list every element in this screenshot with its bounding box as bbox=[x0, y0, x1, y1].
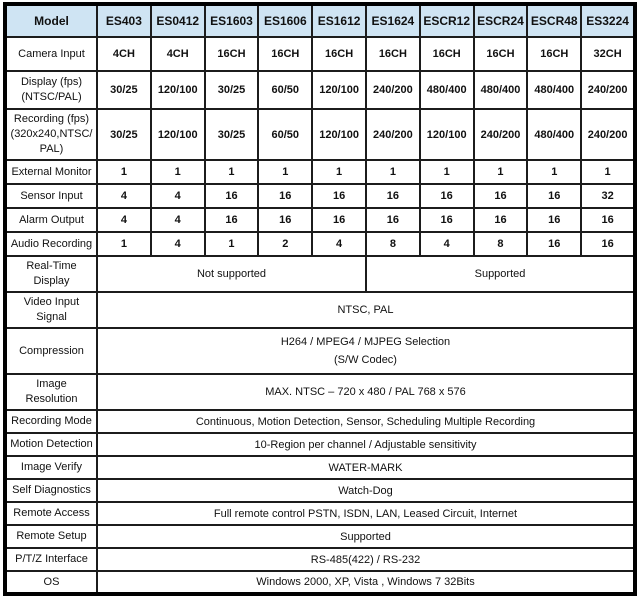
spec-table bbox=[3, 2, 637, 596]
spec-value-cell bbox=[151, 232, 205, 256]
spec-span-cell bbox=[97, 571, 635, 594]
spec-value-cell bbox=[258, 160, 312, 184]
model-column-header: ES1612 bbox=[312, 4, 366, 37]
spec-value-cell bbox=[258, 109, 312, 160]
spec-value-cell bbox=[258, 232, 312, 256]
cell-text-line: 16 bbox=[332, 214, 346, 226]
spec-value-cell bbox=[527, 184, 581, 208]
spec-row-label-line: PAL) bbox=[39, 143, 64, 155]
cell-text-line: 8 bbox=[497, 238, 504, 250]
spec-row bbox=[5, 374, 635, 410]
spec-value-cell bbox=[205, 37, 259, 71]
spec-row-label bbox=[5, 232, 97, 256]
cell-text-line: 120/100 bbox=[157, 84, 198, 96]
cell-text-line: Continuous, Motion Detection, Sensor, Scheduling Multiple Recording bbox=[195, 415, 536, 428]
cell-text-line: 4 bbox=[336, 238, 343, 250]
spec-row-label bbox=[5, 548, 97, 571]
spec-value-cell bbox=[474, 184, 528, 208]
cell-text-line: 16 bbox=[548, 214, 561, 226]
cell-text-line: 16 bbox=[548, 190, 561, 202]
cell-text-line: 16 bbox=[601, 214, 614, 226]
spec-row-label bbox=[5, 184, 97, 208]
spec-row bbox=[5, 571, 635, 594]
spec-row-label bbox=[5, 37, 97, 71]
spec-value-cell bbox=[474, 160, 528, 184]
spec-span-cell bbox=[97, 256, 366, 292]
cell-text-line: 240/200 bbox=[373, 128, 413, 141]
cell-text-line: 16CH bbox=[325, 48, 354, 60]
cell-text-line: 480/400 bbox=[426, 84, 467, 96]
spec-value-cell bbox=[258, 208, 312, 232]
spec-table-head bbox=[5, 4, 635, 37]
spec-value-cell bbox=[258, 37, 312, 71]
cell-text-line: 1 bbox=[228, 166, 235, 178]
spec-value-cell bbox=[366, 232, 420, 256]
spec-value-cell bbox=[474, 37, 528, 71]
cell-text-line: Windows 2000, XP, Vista , Windows 7 32Bits bbox=[256, 576, 475, 588]
cell-text-line: 16 bbox=[386, 214, 399, 226]
cell-text-line: 1 bbox=[336, 166, 343, 178]
cell-text-line: 480/400 bbox=[534, 84, 575, 96]
cell-text-line: 1 bbox=[497, 166, 504, 178]
spec-row-label bbox=[5, 525, 97, 548]
spec-value-cell bbox=[205, 184, 259, 208]
spec-value-cell bbox=[420, 232, 474, 256]
spec-row bbox=[5, 109, 635, 160]
spec-value-cell bbox=[151, 37, 205, 71]
spec-value-cell bbox=[420, 37, 474, 71]
spec-row-label bbox=[5, 410, 97, 433]
spec-row-label-line: (320x240,NTSC/ bbox=[10, 128, 93, 140]
cell-text-line: 480/400 bbox=[534, 128, 575, 141]
cell-text-line: 120/100 bbox=[319, 128, 359, 141]
spec-row bbox=[5, 502, 635, 525]
spec-row bbox=[5, 208, 635, 232]
spec-value-cell bbox=[205, 232, 259, 256]
spec-row-label-line: Motion Detection bbox=[10, 438, 93, 450]
spec-row-label bbox=[5, 292, 97, 328]
cell-text-line: 30/25 bbox=[217, 128, 246, 141]
cell-text-line: 16 bbox=[440, 214, 453, 226]
spec-row bbox=[5, 232, 635, 256]
spec-row-label-line: Real-Time bbox=[26, 260, 77, 272]
spec-row bbox=[5, 433, 635, 456]
spec-value-cell bbox=[97, 109, 151, 160]
spec-value-cell bbox=[366, 71, 420, 109]
spec-value-cell bbox=[366, 109, 420, 160]
cell-text-line: 480/400 bbox=[480, 84, 521, 96]
spec-value-cell bbox=[97, 208, 151, 232]
spec-span-cell bbox=[97, 479, 635, 502]
spec-value-cell bbox=[527, 109, 581, 160]
spec-row bbox=[5, 37, 635, 71]
spec-row-label bbox=[5, 456, 97, 479]
spec-value-cell bbox=[581, 109, 635, 160]
cell-text-line: Full remote control PSTN, ISDN, LAN, Leased Circuit, Internet bbox=[213, 507, 518, 520]
spec-value-cell bbox=[474, 232, 528, 256]
spec-value-cell bbox=[527, 71, 581, 109]
spec-span-cell bbox=[366, 256, 635, 292]
model-column-header: ESCR24 bbox=[474, 4, 528, 37]
spec-value-cell bbox=[312, 109, 366, 160]
cell-text-line: 240/200 bbox=[587, 128, 628, 141]
spec-value-cell bbox=[474, 109, 528, 160]
spec-value-cell bbox=[312, 37, 366, 71]
spec-row-label bbox=[5, 571, 97, 594]
spec-value-cell bbox=[151, 160, 205, 184]
model-header-row bbox=[5, 4, 635, 37]
cell-text-line: 16 bbox=[225, 190, 238, 202]
cell-text-line: 16 bbox=[279, 190, 292, 202]
cell-text-line: 1 bbox=[443, 166, 450, 178]
spec-row-label-line: Video Input bbox=[23, 296, 80, 308]
spec-value-cell bbox=[366, 184, 420, 208]
spec-row-label bbox=[5, 208, 97, 232]
cell-text-line: H264 / MPEG4 / MJPEG Selection bbox=[280, 336, 451, 348]
cell-text-line: 4CH bbox=[112, 48, 135, 60]
cell-text-line: 1 bbox=[389, 166, 396, 178]
cell-text-line: Supported bbox=[474, 268, 526, 280]
model-column-header: ESCR48 bbox=[527, 4, 581, 37]
spec-value-cell bbox=[474, 208, 528, 232]
spec-value-cell bbox=[366, 208, 420, 232]
model-header-label: Model bbox=[5, 4, 97, 37]
cell-text-line: 16 bbox=[601, 238, 614, 250]
model-column-header: ES1603 bbox=[205, 4, 259, 37]
spec-row-label bbox=[5, 374, 97, 410]
spec-row-label-line: Image Verify bbox=[20, 461, 83, 473]
spec-row bbox=[5, 184, 635, 208]
spec-value-cell bbox=[581, 37, 635, 71]
spec-row-label bbox=[5, 71, 97, 109]
spec-row-label-line: OS bbox=[43, 575, 60, 588]
spec-value-cell bbox=[366, 160, 420, 184]
cell-text-line: 4 bbox=[174, 214, 181, 226]
cell-text-line: 60/50 bbox=[271, 84, 300, 96]
cell-text-line: 16CH bbox=[217, 48, 246, 60]
cell-text-line: 1 bbox=[551, 166, 558, 178]
spec-value-cell bbox=[151, 109, 205, 160]
spec-row-label bbox=[5, 160, 97, 184]
cell-text-line: 4CH bbox=[166, 48, 189, 60]
spec-span-cell bbox=[97, 410, 635, 433]
spec-value-cell bbox=[205, 160, 259, 184]
spec-value-cell bbox=[581, 160, 635, 184]
cell-text-line: 16 bbox=[494, 190, 507, 202]
spec-value-cell bbox=[366, 37, 420, 71]
spec-value-cell bbox=[151, 208, 205, 232]
cell-text-line: 32CH bbox=[593, 48, 622, 60]
spec-value-cell bbox=[312, 184, 366, 208]
spec-value-cell bbox=[97, 37, 151, 71]
spec-row-label-line: Alarm Output bbox=[19, 213, 84, 226]
cell-text-line: 1 bbox=[120, 166, 127, 178]
cell-text-line: MAX. NTSC – 720 x 480 / PAL 768 x 576 bbox=[265, 386, 466, 398]
spec-value-cell bbox=[205, 71, 259, 109]
spec-span-cell bbox=[97, 525, 635, 548]
spec-value-cell bbox=[312, 232, 366, 256]
spec-value-cell bbox=[151, 71, 205, 109]
spec-value-cell bbox=[312, 208, 366, 232]
cell-text-line: 30/25 bbox=[217, 84, 246, 96]
spec-value-cell bbox=[205, 109, 259, 160]
spec-value-cell bbox=[420, 71, 474, 109]
spec-span-cell bbox=[97, 548, 635, 571]
spec-value-cell bbox=[312, 71, 366, 109]
spec-table-body bbox=[5, 37, 635, 594]
spec-row bbox=[5, 256, 635, 292]
spec-row bbox=[5, 479, 635, 502]
cell-text-line: NTSC, PAL bbox=[337, 304, 394, 316]
cell-text-line: 16 bbox=[279, 214, 292, 226]
spec-value-cell bbox=[527, 232, 581, 256]
spec-row-label-line: Compression bbox=[19, 344, 84, 357]
spec-row bbox=[5, 525, 635, 548]
cell-text-line: Watch-Dog bbox=[338, 484, 393, 497]
spec-row-label-line: Camera Input bbox=[18, 47, 85, 60]
spec-value-cell bbox=[97, 160, 151, 184]
spec-value-cell bbox=[205, 208, 259, 232]
cell-text-line: 8 bbox=[389, 238, 396, 250]
spec-span-cell bbox=[97, 374, 635, 410]
spec-row-label-line: (NTSC/PAL) bbox=[21, 91, 82, 103]
model-column-header: ES1624 bbox=[366, 4, 420, 37]
spec-row-label-line: Audio Recording bbox=[10, 237, 93, 250]
spec-row-label-line: Remote Setup bbox=[16, 530, 87, 542]
cell-text-line: Supported bbox=[340, 530, 391, 543]
spec-row bbox=[5, 410, 635, 433]
cell-text-line: 120/100 bbox=[319, 84, 359, 96]
spec-row-label bbox=[5, 109, 97, 160]
spec-row-label bbox=[5, 256, 97, 292]
spec-row-label-line: P/T/Z Interface bbox=[15, 553, 88, 565]
spec-row-label bbox=[5, 502, 97, 525]
cell-text-line: 16 bbox=[440, 190, 453, 202]
spec-value-cell bbox=[420, 184, 474, 208]
spec-value-cell bbox=[258, 184, 312, 208]
spec-value-cell bbox=[97, 71, 151, 109]
cell-text-line: 120/100 bbox=[426, 128, 467, 141]
cell-text-line: 16CH bbox=[432, 48, 461, 60]
cell-text-line: 16 bbox=[386, 190, 399, 202]
cell-text-line: 2 bbox=[282, 238, 289, 250]
spec-row-label-line: Sensor Input bbox=[20, 189, 83, 202]
model-column-header: ES1606 bbox=[258, 4, 312, 37]
spec-row-label-line: Self Diagnostics bbox=[12, 484, 91, 496]
cell-text-line: 16 bbox=[225, 214, 238, 226]
cell-text-line: 16CH bbox=[540, 48, 569, 60]
cell-text-line: WATER-MARK bbox=[328, 461, 403, 474]
spec-value-cell bbox=[420, 208, 474, 232]
spec-value-cell bbox=[97, 184, 151, 208]
spec-span-cell bbox=[97, 433, 635, 456]
spec-value-cell bbox=[420, 109, 474, 160]
spec-row-label-line: Display (fps) bbox=[20, 76, 83, 88]
cell-text-line: 16CH bbox=[271, 48, 300, 60]
spec-row-label bbox=[5, 479, 97, 502]
cell-text-line: 4 bbox=[120, 214, 127, 226]
model-column-header: ESCR12 bbox=[420, 4, 474, 37]
cell-text-line: 60/50 bbox=[271, 128, 300, 141]
spec-value-cell bbox=[312, 160, 366, 184]
spec-row-label-line: Resolution bbox=[25, 393, 78, 405]
model-column-header: ES0412 bbox=[151, 4, 205, 37]
spec-row bbox=[5, 328, 635, 374]
cell-text-line: 1 bbox=[228, 238, 235, 250]
spec-value-cell bbox=[527, 37, 581, 71]
spec-value-cell bbox=[581, 184, 635, 208]
cell-text-line: (S/W Codec) bbox=[334, 354, 397, 366]
spec-span-cell bbox=[97, 292, 635, 328]
spec-row-label-line: External Monitor bbox=[11, 165, 92, 178]
spec-row-label-line: Display bbox=[33, 275, 70, 287]
spec-value-cell bbox=[527, 160, 581, 184]
cell-text-line: 16 bbox=[332, 190, 346, 202]
cell-text-line: 16CH bbox=[378, 48, 407, 60]
spec-row bbox=[5, 292, 635, 328]
spec-value-cell bbox=[420, 160, 474, 184]
cell-text-line: 4 bbox=[443, 238, 450, 250]
spec-row-label bbox=[5, 328, 97, 374]
spec-row bbox=[5, 160, 635, 184]
cell-text-line: 240/200 bbox=[373, 84, 413, 96]
cell-text-line: 10-Region per channel / Adjustable sensitivity bbox=[254, 438, 477, 451]
cell-text-line: 1 bbox=[120, 238, 127, 250]
cell-text-line: 16 bbox=[548, 238, 561, 250]
cell-text-line: 4 bbox=[174, 190, 181, 202]
cell-text-line: Not supported bbox=[196, 268, 267, 280]
spec-row-label-line: Remote Access bbox=[13, 507, 90, 519]
spec-row-label-line: Signal bbox=[36, 311, 67, 323]
spec-value-cell bbox=[527, 208, 581, 232]
spec-value-cell bbox=[581, 71, 635, 109]
cell-text-line: 4 bbox=[174, 238, 181, 250]
spec-value-cell bbox=[474, 71, 528, 109]
spec-row-label bbox=[5, 433, 97, 456]
spec-span-cell bbox=[97, 328, 635, 374]
spec-row bbox=[5, 548, 635, 571]
cell-text-line: RS-485(422) / RS-232 bbox=[310, 553, 421, 566]
cell-text-line: 1 bbox=[174, 166, 181, 178]
spec-row-label-line: Recording (fps) bbox=[13, 113, 90, 125]
model-column-header: ES403 bbox=[97, 4, 151, 37]
cell-text-line: 4 bbox=[120, 190, 127, 202]
cell-text-line: 16CH bbox=[486, 48, 515, 60]
cell-text-line: 1 bbox=[604, 166, 611, 178]
spec-span-cell bbox=[97, 456, 635, 479]
cell-text-line: 32 bbox=[601, 190, 614, 202]
spec-span-cell bbox=[97, 502, 635, 525]
cell-text-line: 120/100 bbox=[157, 128, 198, 141]
cell-text-line: 240/200 bbox=[480, 128, 521, 141]
spec-row bbox=[5, 456, 635, 479]
cell-text-line: 16 bbox=[494, 214, 507, 226]
cell-text-line: 240/200 bbox=[587, 84, 628, 96]
cell-text-line: 30/25 bbox=[110, 84, 138, 96]
cell-text-line: 30/25 bbox=[110, 128, 138, 141]
spec-value-cell bbox=[97, 232, 151, 256]
spec-value-cell bbox=[258, 71, 312, 109]
spec-value-cell bbox=[581, 232, 635, 256]
spec-value-cell bbox=[151, 184, 205, 208]
spec-value-cell bbox=[581, 208, 635, 232]
spec-row bbox=[5, 71, 635, 109]
cell-text-line: 1 bbox=[282, 166, 289, 178]
spec-row-label-line: Recording Mode bbox=[11, 415, 92, 427]
spec-row-label-line: Image bbox=[36, 378, 67, 390]
model-column-header: ES3224 bbox=[581, 4, 635, 37]
